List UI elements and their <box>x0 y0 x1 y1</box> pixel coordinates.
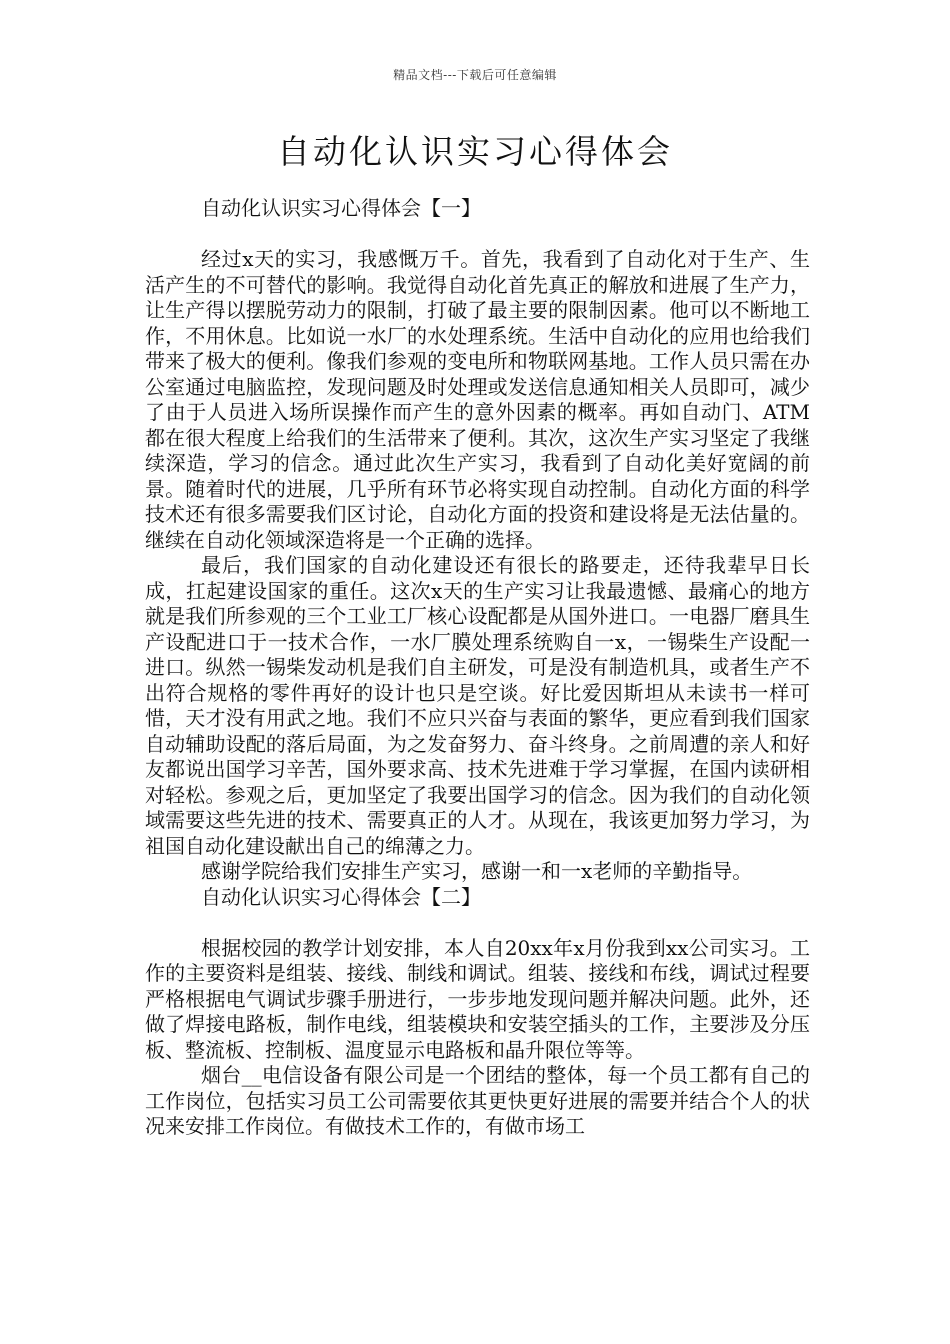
blank-line <box>145 910 810 936</box>
paragraph: 根据校园的教学计划安排，本人自20xx年x月份我到xx公司实习。工作的主要资料是组装、接线、制线和调试。组装、接线和布线，调试过程要严格根据电气调试步骤手册进行，一步步地发现问题并解决问题。此外，还做了焊接电路板，制作电线，组装模块和安装空插头的工作，主要涉及分压板、整流板、控制板、温度显示电路板和晶升限位等等。 <box>145 935 810 1062</box>
blank-line <box>145 222 810 248</box>
section-heading-1: 自动化认识实习心得体会【一】 <box>201 196 481 220</box>
paragraph: 烟台__电信设备有限公司是一个团结的整体，每一个员工都有自己的工作岗位，包括实习员工公司需要依其更快更好进展的需要并结合个人的状况来安排工作岗位。有做技术工作的，有做市场工 <box>145 1063 810 1138</box>
section-heading-2: 自动化认识实习心得体会【二】 <box>201 884 481 909</box>
document-title: 自动化认识实习心得体会 <box>277 132 673 171</box>
paragraph: 最后，我们国家的自动化建设还有很长的路要走，还待我辈早日长成，扛起建设国家的重任。这次x天的生产实习让我最遗憾、最痛心的地方就是我们所参观的三个工业工厂核心设配都是从国外进口。一电器厂磨具生产设配进口于一技术合作，一水厂膜处理系统购自一x，一锡柴生产设配一进口。纵然一锡柴发动机是我们自主研发，可是没有制造机具，或者生产不出符合规格的零件再好的设计也只是空谈。好比爱因斯坦从未读书一样可惜，天才没有用武之地。我们不应只兴奋与表面的繁华，更应看到我们国家自动辅助设配的落后局面，为之发奋努力、奋斗终身。之前周遭的亲人和好友都说出国学习辛苦，国外要求高、技术先进难于学习掌握，在国内读研相对轻松。参观之后，更加坚定了我要出国学习的信念。因为我们的自动化领域需要这些先进的技术、需要真正的人才。从现在，我该更加努力学习，为祖国自动化建设献出自己的绵薄之力。 <box>145 553 810 858</box>
paragraph: 经过x天的实习，我感慨万千。首先，我看到了自动化对于生产、生活产生的不可替代的影响。我觉得自动化首先真正的解放和进展了生产力，让生产得以摆脱劳动力的限制，打破了最主要的限制因素。他可以不断地工作，不用休息。比如说一水厂的水处理系统。生活中自动化的应用也给我们带来了极大的便利。像我们参观的变电所和物联网基地。工作人员只需在办公室通过电脑监控，发现问题及时处理或发送信息通知相关人员即可，减少了由于人员进入场所误操作而产生的意外因素的概率。再如自动门、ATM都在很大程度上给我们的生活带来了便利。其次，这次生产实习坚定了我继续深造，学习的信念。通过此次生产实习，我看到了自动化美好宽阔的前景。随着时代的进展，几乎所有环节必将实现自动控制。自动化方面的科学技术还有很多需要我们区讨论，自动化方面的投资和建设将是无法估量的。继续在自动化领域深造将是一个正确的选择。 <box>145 247 810 552</box>
header-note: 精品文档---下载后可任意编辑 <box>393 68 557 82</box>
document-body <box>145 196 810 1140</box>
paragraph: 感谢学院给我们安排生产实习，感谢一和一x老师的辛勤指导。 <box>201 859 753 883</box>
